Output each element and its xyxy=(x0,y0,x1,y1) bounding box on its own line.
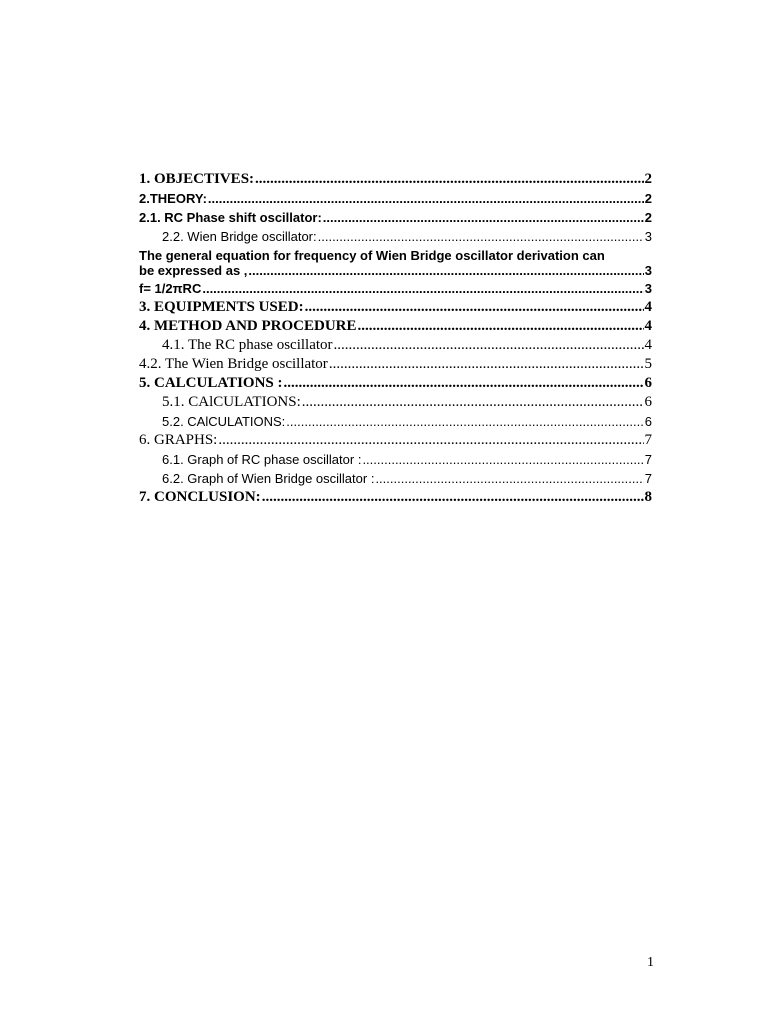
toc-entry-graph-wien-bridge[interactable] xyxy=(139,469,652,488)
toc-entry-page: 2 xyxy=(644,210,652,225)
toc-entry-page: 6 xyxy=(644,394,652,410)
toc-dot-leader xyxy=(286,412,643,431)
toc-entry-objectives[interactable] xyxy=(139,170,652,189)
toc-entry-page: 7 xyxy=(644,452,652,467)
toc-dot-leader xyxy=(202,279,643,298)
toc-entry-rc-phase-shift[interactable] xyxy=(139,208,652,227)
toc-entry-title: 2.1. RC Phase shift oscillator: xyxy=(139,210,322,225)
toc-entry-title: 2.THEORY: xyxy=(139,191,207,206)
toc-entry-title: 2.2. Wien Bridge oscillator: xyxy=(162,229,317,244)
toc-entry-title: 4.2. The Wien Bridge oscillator xyxy=(139,356,328,372)
toc-entry-title: 5.1. CAlCULATIONS: xyxy=(162,394,301,410)
toc-dot-leader xyxy=(305,298,644,317)
toc-entry-general-equation[interactable] xyxy=(139,246,652,279)
toc-entry-page: 4 xyxy=(644,299,652,315)
toc-entry-title: 5.2. CAlCULATIONS: xyxy=(162,414,286,429)
toc-dot-leader xyxy=(302,393,644,412)
toc-dot-leader xyxy=(323,208,644,227)
page-number: 1 xyxy=(647,955,654,970)
toc-entry-rc-phase-oscillator[interactable] xyxy=(139,336,652,355)
toc-entry-conclusion[interactable] xyxy=(139,488,652,507)
toc-entry-page: 3 xyxy=(644,263,652,278)
toc-entry-method-procedure[interactable] xyxy=(139,317,652,336)
toc-entry-page: 7 xyxy=(644,471,652,486)
toc-entry-title: 6.2. Graph of Wien Bridge oscillator : xyxy=(162,471,375,486)
toc-dot-leader xyxy=(284,374,644,393)
toc-entry-title-line2: be expressed as , xyxy=(139,263,248,278)
toc-entry-title: 4. METHOD AND PROCEDURE xyxy=(139,318,357,334)
toc-entry-page: 3 xyxy=(644,229,652,244)
toc-entry-page: 4 xyxy=(644,318,652,334)
toc-entry-theory[interactable] xyxy=(139,189,652,208)
toc-entry-title: 3. EQUIPMENTS USED: xyxy=(139,299,304,315)
toc-dot-leader xyxy=(329,355,644,374)
toc-dot-leader xyxy=(262,488,644,507)
toc-dot-leader xyxy=(362,450,643,469)
toc-dot-leader xyxy=(248,263,643,278)
toc-entry-page: 2 xyxy=(644,171,652,187)
toc-entry-calculations-5-2[interactable] xyxy=(139,412,652,431)
toc-entry-page: 7 xyxy=(644,432,652,448)
toc-dot-leader xyxy=(334,336,644,355)
toc-entry-graphs[interactable] xyxy=(139,431,652,450)
toc-entry-page: 4 xyxy=(644,337,652,353)
toc-dot-leader xyxy=(318,227,644,246)
toc-entry-page: 8 xyxy=(644,489,652,505)
toc-entry-graph-rc-phase[interactable] xyxy=(139,450,652,469)
toc-entry-title: 6.1. Graph of RC phase oscillator : xyxy=(162,452,362,467)
toc-entry-page: 3 xyxy=(644,281,652,296)
toc-dot-leader xyxy=(255,170,643,189)
toc-entry-wien-bridge[interactable] xyxy=(139,227,652,246)
toc-entry-page: 5 xyxy=(644,356,652,372)
toc-entry-title: 5. CALCULATIONS : xyxy=(139,375,283,391)
toc-entry-title-line1: The general equation for frequency of Wien Bridge oscillator derivation can xyxy=(139,248,605,263)
table-of-contents xyxy=(139,170,652,507)
toc-dot-leader xyxy=(218,431,643,450)
toc-entry-calculations[interactable] xyxy=(139,374,652,393)
toc-dot-leader xyxy=(208,189,644,208)
toc-entry-title: f= 1/2πRC xyxy=(139,281,202,296)
toc-entry-frequency-formula[interactable] xyxy=(139,279,652,298)
toc-dot-leader xyxy=(358,317,644,336)
toc-entry-page: 6 xyxy=(644,414,652,429)
toc-entry-wien-bridge-oscillator[interactable] xyxy=(139,355,652,374)
toc-entry-title: 7. CONCLUSION: xyxy=(139,489,261,505)
toc-entry-calculations-5-1[interactable] xyxy=(139,393,652,412)
toc-entry-title: 6. GRAPHS: xyxy=(139,432,218,448)
toc-entry-page: 2 xyxy=(644,191,652,206)
toc-entry-title: 1. OBJECTIVES: xyxy=(139,171,255,187)
toc-dot-leader xyxy=(375,469,643,488)
toc-entry-equipments-used[interactable] xyxy=(139,298,652,317)
toc-entry-title: 4.1. The RC phase oscillator xyxy=(162,337,333,353)
toc-entry-page: 6 xyxy=(644,375,652,391)
